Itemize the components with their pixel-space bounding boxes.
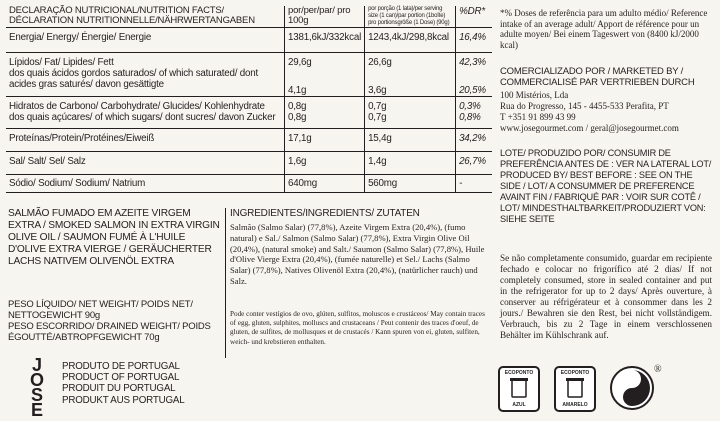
registered-mark: ® (654, 364, 662, 375)
row-energy-serving: 1243,4kJ/298,8kcal (365, 28, 456, 53)
row-saturated-serving: 3,6g (365, 68, 456, 97)
ingredients-title: INGREDIENTES/INGREDIENTS/ ZUTATEN (230, 208, 420, 219)
origin-block (62, 361, 222, 406)
row-saturated-dr: 20,5% (456, 68, 493, 97)
nutrition-header-serving: por porção (1 lata)/per serving size (1 can)/par portion (1boîte) pro portionsgröße (1 Dose) (90g) (365, 6, 456, 28)
row-protein-serving: 15,4g (365, 129, 456, 152)
row-fat-dr: 42,3% (456, 53, 493, 69)
origin-en: PRODUCT OF PORTUGAL (62, 372, 180, 384)
company-phone: T +351 91 899 43 99 (500, 112, 576, 122)
company-web: www.josegourmet.com / geral@josegourmet.com (500, 123, 679, 133)
row-carb-dr: 0,3% (456, 97, 493, 113)
row-fat-serving: 26,6g (365, 53, 456, 69)
row-carb-label: Hidratos de Carbono/ Carbohydrate/ Glucides/ Kohlenhydrate (6, 97, 285, 113)
weights-block (8, 299, 220, 343)
column-divider (225, 208, 226, 358)
company-block (500, 90, 712, 134)
row-sodium-dr: - (456, 175, 493, 193)
ecoponto-label: ECOPONTO (504, 370, 534, 376)
reference-intake-note: *% Doses de referência para um adulto médio/ Reference intake of an average adult/ Apport de référence pour un adulte moyen/ Bei einem Tageswert von (8400 kJ/2000 kcal) (500, 8, 708, 50)
row-sodium-per100: 640mg (285, 175, 365, 193)
row-salt-dr: 26,7% (456, 152, 493, 175)
nutrition-header-label: DECLARAÇÃO NUTRICIONAL/NUTRITION FACTS/ DÉCLARATION NUTRITIONNELLE/NÄHRWERTANGABEN (9, 5, 255, 26)
lot-info: LOTE/ PRODUZIDO POR/ CONSUMIR DE PREFERÊNCIA ANTES DE : VER NA LATERAL LOT/ PRODUCED BY/ BEST BEFORE : SEE ON THE SIDE / LOT/ A CONSUMMER DE PREFERENCE AVAINT FIN / FABRIQUÉ PAR : VOIR SUR COTÊ / LOT/ MINDESTHALTBARKEIT/PRODUZIERT VON: SIEHE SEITE (500, 148, 712, 224)
company-address: Rua do Progresso, 145 - 4455-533 Perafita, PT (500, 101, 669, 111)
row-sugars-dr: 0,8% (456, 112, 493, 129)
row-sugars-label: dos quais açúcares/ of which sugars/ dont sucres/ davon Zucker (9, 112, 276, 123)
row-protein-dr: 34,2% (456, 129, 493, 152)
nutrition-header-per100: por/per/par/ pro 100g (285, 6, 365, 28)
row-salt-label: Sal/ Salt/ Sel/ Salz (6, 152, 285, 175)
amarelo-label: AMARELO (562, 402, 588, 408)
row-carb-serving: 0,7g (365, 97, 456, 113)
row-protein-label: Proteínas/Protein/Protéines/Eiweiß (6, 129, 285, 152)
marketed-by: COMERCIALIZADO POR / MARKETED BY / COMMERCIALISÉ PAR VERTRIEBEN DURCH (500, 66, 695, 88)
allergens-text: Pode conter vestígios de ovo, glúten, sulfitos, moluscos e crustáceos/ May contain traces of egg, gluten, sulphites, molluscs and crustaceans / Peut contenir des traces d'oeuf, de gluten, de sulfites, de mollusques et de crustacés / Kann spuren von ei, gluten, sulfiten, weich- und krebstieren enthalten. (230, 310, 485, 346)
row-sugars-per100: 0,8g (285, 112, 365, 129)
company-name: 100 Mistérios, Lda (500, 90, 569, 100)
storage-instructions: Se não completamente consumido, guardar em recipiente fechado e colocar no frigorífico até 2 dias/ If not completely consumed, store in sealed container and put in the refrigerator for up to 2 days/ Après ouverture, à conserver au réfrigérateur et à consommer dans les 2 jours./ Bewahren sie den Rest, bei nicht vollständigem. Verbrauch, bis zu 2 Tage in einem verschlossenen Behälter im Kühlschrank auf. (500, 253, 712, 340)
row-fat-label: Lípidos/ Fat/ Lipides/ Fett (6, 53, 285, 69)
ecoponto-label-2: ECOPONTO (560, 370, 590, 376)
drained-weight: PESO ESCORRIDO/ DRAINED WEIGHT/ POIDS ÉGOUTTÉ/ABTROPFGEWICHT 70g (8, 321, 211, 343)
row-saturated-label: dos quais ácidos gordos saturados/ of which saturated/ dont acides gras saturés/ davon gesättigte (9, 68, 259, 90)
ecoponto-azul-icon (498, 366, 540, 412)
row-saturated-per100: 4,1g (285, 68, 365, 97)
logo-text: J O S E (29, 355, 44, 420)
row-salt-per100: 1,6g (285, 152, 365, 175)
row-fat-per100: 29,6g (285, 53, 365, 69)
row-sodium-serving: 560mg (365, 175, 456, 193)
row-energy-dr: 16,4% (456, 28, 493, 53)
row-sodium-label: Sódio/ Sodium/ Sodium/ Natrium (6, 175, 285, 193)
nutrition-table (6, 6, 492, 193)
azul-label: AZUL (512, 402, 526, 408)
origin-pt: PRODUTO DE PORTUGAL (62, 361, 180, 372)
ingredients-text: Salmão (Salmo Salar) (77,8%), Azeite Virgem Extra (20,4%), (fumo natural) e Sal./ Salmon (Salmo Salar) (77,8%), Extra Virgin Olive Oil (20,4%), (natural smoke) and Salt./ Saumon (Salmo Salar) (77,8%), Huile d'Olive Vierge Extra (20,4%), (fumée naturelle) et Sel./ Lachs (Salmo Salar) (77,8%), Natives Olivenöl Extra (20,4%), (natürlicher rauch) und Salz. (230, 222, 485, 286)
jose-logo (26, 355, 48, 420)
nutrition-header-dr: %DR* (456, 6, 493, 28)
product-name: SALMÃO FUMADO EM AZEITE VIRGEM EXTRA / SMOKED SALMON IN EXTRA VIRGIN OLIVE OIL / SAUMON FUMÉ À L'HUILE D'OLIVE EXTRA VIERGE / GERÄUCHERTER LACHS NATIVEM OLIVENÖL EXTRA (8, 208, 220, 267)
row-sugars-serving: 0,7g (365, 112, 456, 129)
row-carb-per100: 0,8g (285, 97, 365, 113)
origin-de: PRODUKT AUS PORTUGAL (62, 394, 185, 406)
row-energy-per100: 1381,6kJ/332kcal (285, 28, 365, 53)
green-dot-icon (610, 366, 654, 410)
net-weight: PESO LÍQUIDO/ NET WEIGHT/ POIDS NET/ NETTOGEWICHT 90g (8, 299, 193, 321)
ecoponto-amarelo-icon (554, 366, 596, 412)
row-energy-label: Energia/ Energy/ Énergie/ Energie (6, 28, 285, 53)
row-salt-serving: 1,4g (365, 152, 456, 175)
origin-fr: PRODUIT DU PORTUGAL (62, 383, 176, 395)
row-protein-per100: 17,1g (285, 129, 365, 152)
